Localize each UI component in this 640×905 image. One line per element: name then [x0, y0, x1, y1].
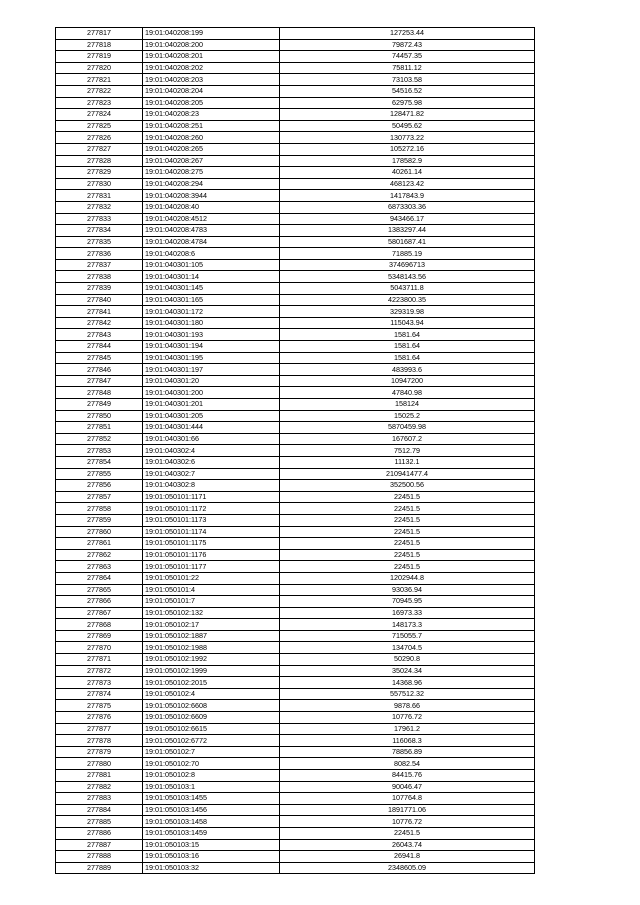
cadastral-number-cell: 19:01:040208:4512 — [143, 213, 280, 225]
value-cell: 70945.95 — [280, 596, 535, 608]
cadastral-number-cell: 19:01:040301:165 — [143, 294, 280, 306]
table-row — [56, 399, 535, 411]
row-number-cell: 277865 — [56, 584, 143, 596]
value-cell: 1891771.06 — [280, 804, 535, 816]
row-number-cell: 277875 — [56, 700, 143, 712]
table-row — [56, 712, 535, 724]
row-number-cell: 277828 — [56, 155, 143, 167]
row-number-cell: 277853 — [56, 445, 143, 457]
value-cell: 5801687.41 — [280, 236, 535, 248]
cadastral-number-cell: 19:01:040301:20 — [143, 375, 280, 387]
table-row — [56, 677, 535, 689]
row-number-cell: 277860 — [56, 526, 143, 538]
table-row — [56, 491, 535, 503]
cadastral-number-cell: 19:01:050102:132 — [143, 607, 280, 619]
row-number-cell: 277886 — [56, 827, 143, 839]
table-row — [56, 271, 535, 283]
table-row — [56, 735, 535, 747]
cadastral-number-cell: 19:01:040208:260 — [143, 132, 280, 144]
cadastral-number-cell: 19:01:050101:1174 — [143, 526, 280, 538]
table-row — [56, 167, 535, 179]
table-row — [56, 97, 535, 109]
value-cell: 1581.64 — [280, 352, 535, 364]
table-row — [56, 62, 535, 74]
table-row — [56, 225, 535, 237]
cadastral-number-cell: 19:01:040208:205 — [143, 97, 280, 109]
table-row — [56, 445, 535, 457]
value-cell: 127253.44 — [280, 28, 535, 40]
row-number-cell: 277881 — [56, 770, 143, 782]
value-cell: 4223800.35 — [280, 294, 535, 306]
cadastral-number-cell: 19:01:050102:6609 — [143, 712, 280, 724]
row-number-cell: 277840 — [56, 294, 143, 306]
cadastral-number-cell: 19:01:050103:15 — [143, 839, 280, 851]
table-row — [56, 143, 535, 155]
row-number-cell: 277884 — [56, 804, 143, 816]
cadastral-number-cell: 19:01:040301:197 — [143, 364, 280, 376]
row-number-cell: 277826 — [56, 132, 143, 144]
value-cell: 22451.5 — [280, 561, 535, 573]
cadastral-number-cell: 19:01:050102:6615 — [143, 723, 280, 735]
row-number-cell: 277841 — [56, 306, 143, 318]
table-row — [56, 723, 535, 735]
row-number-cell: 277867 — [56, 607, 143, 619]
table-row — [56, 642, 535, 654]
row-number-cell: 277848 — [56, 387, 143, 399]
row-number-cell: 277885 — [56, 816, 143, 828]
cadastral-number-cell: 19:01:040208:4783 — [143, 225, 280, 237]
row-number-cell: 277868 — [56, 619, 143, 631]
row-number-cell: 277821 — [56, 74, 143, 86]
row-number-cell: 277861 — [56, 538, 143, 550]
cadastral-number-cell: 19:01:050102:1887 — [143, 630, 280, 642]
table-row — [56, 851, 535, 863]
table-row — [56, 85, 535, 97]
cadastral-number-cell: 19:01:050101:1176 — [143, 549, 280, 561]
cadastral-number-cell: 19:01:050102:2015 — [143, 677, 280, 689]
value-cell: 22451.5 — [280, 549, 535, 561]
value-cell: 84415.76 — [280, 770, 535, 782]
cadastral-number-cell: 19:01:040208:6 — [143, 248, 280, 260]
value-cell: 483993.6 — [280, 364, 535, 376]
row-number-cell: 277818 — [56, 39, 143, 51]
cadastral-number-cell: 19:01:040301:201 — [143, 399, 280, 411]
value-cell: 9878.66 — [280, 700, 535, 712]
cadastral-number-cell: 19:01:040301:172 — [143, 306, 280, 318]
row-number-cell: 277829 — [56, 167, 143, 179]
row-number-cell: 277869 — [56, 630, 143, 642]
table-row — [56, 549, 535, 561]
value-cell: 374696713 — [280, 259, 535, 271]
value-cell: 1383297.44 — [280, 225, 535, 237]
cadastral-number-cell: 19:01:050103:1456 — [143, 804, 280, 816]
table-row — [56, 456, 535, 468]
table-row — [56, 630, 535, 642]
table-row — [56, 688, 535, 700]
table-row — [56, 178, 535, 190]
table-row — [56, 120, 535, 132]
table-row — [56, 51, 535, 63]
table-body — [56, 28, 535, 874]
value-cell: 557512.32 — [280, 688, 535, 700]
table-row — [56, 28, 535, 40]
value-cell: 167607.2 — [280, 433, 535, 445]
table-row — [56, 213, 535, 225]
table-row — [56, 526, 535, 538]
cadastral-number-cell: 19:01:050102:1999 — [143, 665, 280, 677]
table-row — [56, 74, 535, 86]
row-number-cell: 277851 — [56, 422, 143, 434]
cadastral-number-cell: 19:01:050103:1458 — [143, 816, 280, 828]
value-cell: 329319.98 — [280, 306, 535, 318]
value-cell: 8082.54 — [280, 758, 535, 770]
table-row — [56, 619, 535, 631]
value-cell: 22451.5 — [280, 827, 535, 839]
row-number-cell: 277832 — [56, 201, 143, 213]
table-row — [56, 422, 535, 434]
cadastral-number-cell: 19:01:040302:4 — [143, 445, 280, 457]
value-cell: 1202944.8 — [280, 572, 535, 584]
cadastral-number-cell: 19:01:050102:6772 — [143, 735, 280, 747]
table-row — [56, 804, 535, 816]
cadastral-number-cell: 19:01:050103:1459 — [143, 827, 280, 839]
cadastral-number-cell: 19:01:040208:201 — [143, 51, 280, 63]
value-cell: 62975.98 — [280, 97, 535, 109]
row-number-cell: 277838 — [56, 271, 143, 283]
table-row — [56, 538, 535, 550]
cadastral-number-cell: 19:01:040208:40 — [143, 201, 280, 213]
table-row — [56, 190, 535, 202]
table-row — [56, 607, 535, 619]
value-cell: 5043711.8 — [280, 283, 535, 295]
cadastral-number-cell: 19:01:040301:66 — [143, 433, 280, 445]
cadastral-number-cell: 19:01:050102:4 — [143, 688, 280, 700]
value-cell: 26941.8 — [280, 851, 535, 863]
row-number-cell: 277842 — [56, 317, 143, 329]
value-cell: 5348143.56 — [280, 271, 535, 283]
row-number-cell: 277874 — [56, 688, 143, 700]
table-row — [56, 816, 535, 828]
row-number-cell: 277830 — [56, 178, 143, 190]
table-row — [56, 514, 535, 526]
table-row — [56, 317, 535, 329]
value-cell: 10776.72 — [280, 816, 535, 828]
cadastral-number-cell: 19:01:040208:199 — [143, 28, 280, 40]
table-row — [56, 201, 535, 213]
value-cell: 943466.17 — [280, 213, 535, 225]
table-row — [56, 758, 535, 770]
table-row — [56, 294, 535, 306]
row-number-cell: 277844 — [56, 341, 143, 353]
table-row — [56, 341, 535, 353]
table-row — [56, 109, 535, 121]
cadastral-number-cell: 19:01:050102:1992 — [143, 654, 280, 666]
table-row — [56, 827, 535, 839]
row-number-cell: 277864 — [56, 572, 143, 584]
value-cell: 35024.34 — [280, 665, 535, 677]
table-row — [56, 665, 535, 677]
row-number-cell: 277859 — [56, 514, 143, 526]
row-number-cell: 277858 — [56, 503, 143, 515]
cadastral-number-cell: 19:01:050101:4 — [143, 584, 280, 596]
value-cell: 116068.3 — [280, 735, 535, 747]
cadastral-number-cell: 19:01:050101:22 — [143, 572, 280, 584]
row-number-cell: 277835 — [56, 236, 143, 248]
value-cell: 128471.82 — [280, 109, 535, 121]
row-number-cell: 277817 — [56, 28, 143, 40]
row-number-cell: 277843 — [56, 329, 143, 341]
cadastral-number-cell: 19:01:050101:7 — [143, 596, 280, 608]
cadastral-number-cell: 19:01:050101:1173 — [143, 514, 280, 526]
row-number-cell: 277887 — [56, 839, 143, 851]
value-cell: 15025.2 — [280, 410, 535, 422]
row-number-cell: 277847 — [56, 375, 143, 387]
value-cell: 468123.42 — [280, 178, 535, 190]
value-cell: 22451.5 — [280, 491, 535, 503]
row-number-cell: 277823 — [56, 97, 143, 109]
table-row — [56, 862, 535, 874]
table-row — [56, 236, 535, 248]
row-number-cell: 277825 — [56, 120, 143, 132]
value-cell: 22451.5 — [280, 503, 535, 515]
value-cell: 105272.16 — [280, 143, 535, 155]
row-number-cell: 277849 — [56, 399, 143, 411]
table-row — [56, 746, 535, 758]
value-cell: 210941477.4 — [280, 468, 535, 480]
row-number-cell: 277846 — [56, 364, 143, 376]
row-number-cell: 277837 — [56, 259, 143, 271]
table-row — [56, 561, 535, 573]
value-cell: 5870459.98 — [280, 422, 535, 434]
row-number-cell: 277855 — [56, 468, 143, 480]
value-cell: 115043.94 — [280, 317, 535, 329]
cadastral-number-cell: 19:01:040301:105 — [143, 259, 280, 271]
value-cell: 2348605.09 — [280, 862, 535, 874]
cadastral-number-cell: 19:01:040302:6 — [143, 456, 280, 468]
cadastral-number-cell: 19:01:050102:6608 — [143, 700, 280, 712]
row-number-cell: 277863 — [56, 561, 143, 573]
value-cell: 93036.94 — [280, 584, 535, 596]
row-number-cell: 277879 — [56, 746, 143, 758]
row-number-cell: 277882 — [56, 781, 143, 793]
row-number-cell: 277822 — [56, 85, 143, 97]
row-number-cell: 277834 — [56, 225, 143, 237]
row-number-cell: 277854 — [56, 456, 143, 468]
value-cell: 74457.35 — [280, 51, 535, 63]
data-table — [55, 27, 535, 874]
value-cell: 75811.12 — [280, 62, 535, 74]
table-row — [56, 584, 535, 596]
table-row — [56, 468, 535, 480]
value-cell: 134704.5 — [280, 642, 535, 654]
row-number-cell: 277888 — [56, 851, 143, 863]
row-number-cell: 277877 — [56, 723, 143, 735]
value-cell: 79872.43 — [280, 39, 535, 51]
value-cell: 148173.3 — [280, 619, 535, 631]
table-row — [56, 433, 535, 445]
table-row — [56, 596, 535, 608]
cadastral-number-cell: 19:01:040208:267 — [143, 155, 280, 167]
cadastral-number-cell: 19:01:050103:1 — [143, 781, 280, 793]
value-cell: 715055.7 — [280, 630, 535, 642]
cadastral-number-cell: 19:01:040208:294 — [143, 178, 280, 190]
table-row — [56, 329, 535, 341]
cadastral-number-cell: 19:01:040208:23 — [143, 109, 280, 121]
cadastral-number-cell: 19:01:040208:204 — [143, 85, 280, 97]
table-row — [56, 839, 535, 851]
cadastral-number-cell: 19:01:040301:444 — [143, 422, 280, 434]
cadastral-number-cell: 19:01:040301:145 — [143, 283, 280, 295]
value-cell: 14368.96 — [280, 677, 535, 689]
row-number-cell: 277827 — [56, 143, 143, 155]
cadastral-number-cell: 19:01:040208:202 — [143, 62, 280, 74]
value-cell: 1417843.9 — [280, 190, 535, 202]
row-number-cell: 277824 — [56, 109, 143, 121]
row-number-cell: 277889 — [56, 862, 143, 874]
cadastral-number-cell: 19:01:040208:200 — [143, 39, 280, 51]
row-number-cell: 277852 — [56, 433, 143, 445]
value-cell: 352500.56 — [280, 480, 535, 492]
row-number-cell: 277857 — [56, 491, 143, 503]
cadastral-number-cell: 19:01:040302:7 — [143, 468, 280, 480]
cadastral-number-cell: 19:01:050101:1175 — [143, 538, 280, 550]
value-cell: 22451.5 — [280, 538, 535, 550]
table-row — [56, 793, 535, 805]
table-row — [56, 155, 535, 167]
cadastral-number-cell: 19:01:040301:205 — [143, 410, 280, 422]
row-number-cell: 277833 — [56, 213, 143, 225]
table-row — [56, 352, 535, 364]
row-number-cell: 277872 — [56, 665, 143, 677]
row-number-cell: 277845 — [56, 352, 143, 364]
value-cell: 7512.79 — [280, 445, 535, 457]
row-number-cell: 277880 — [56, 758, 143, 770]
table-row — [56, 770, 535, 782]
cadastral-number-cell: 19:01:050101:1172 — [143, 503, 280, 515]
table-row — [56, 283, 535, 295]
value-cell: 71885.19 — [280, 248, 535, 260]
table-row — [56, 654, 535, 666]
cadastral-number-cell: 19:01:050103:32 — [143, 862, 280, 874]
value-cell: 22451.5 — [280, 514, 535, 526]
value-cell: 158124 — [280, 399, 535, 411]
value-cell: 178582.9 — [280, 155, 535, 167]
value-cell: 54516.52 — [280, 85, 535, 97]
cadastral-number-cell: 19:01:050103:16 — [143, 851, 280, 863]
table-row — [56, 781, 535, 793]
table-row — [56, 410, 535, 422]
cadastral-number-cell: 19:01:040208:203 — [143, 74, 280, 86]
value-cell: 6873303.36 — [280, 201, 535, 213]
value-cell: 10947200 — [280, 375, 535, 387]
table-row — [56, 700, 535, 712]
cadastral-number-cell: 19:01:050101:1177 — [143, 561, 280, 573]
value-cell: 107764.8 — [280, 793, 535, 805]
value-cell: 78856.89 — [280, 746, 535, 758]
value-cell: 1581.64 — [280, 329, 535, 341]
cadastral-number-cell: 19:01:050101:1171 — [143, 491, 280, 503]
cadastral-number-cell: 19:01:050102:7 — [143, 746, 280, 758]
value-cell: 17961.2 — [280, 723, 535, 735]
cadastral-number-cell: 19:01:040301:14 — [143, 271, 280, 283]
table-row — [56, 503, 535, 515]
cadastral-number-cell: 19:01:050102:17 — [143, 619, 280, 631]
table-row — [56, 364, 535, 376]
table-row — [56, 248, 535, 260]
value-cell: 26043.74 — [280, 839, 535, 851]
cadastral-number-cell: 19:01:040302:8 — [143, 480, 280, 492]
row-number-cell: 277866 — [56, 596, 143, 608]
cadastral-number-cell: 19:01:040208:275 — [143, 167, 280, 179]
row-number-cell: 277836 — [56, 248, 143, 260]
cadastral-number-cell: 19:01:050103:1455 — [143, 793, 280, 805]
cadastral-number-cell: 19:01:040301:194 — [143, 341, 280, 353]
row-number-cell: 277831 — [56, 190, 143, 202]
cadastral-number-cell: 19:01:050102:1988 — [143, 642, 280, 654]
value-cell: 50290.8 — [280, 654, 535, 666]
row-number-cell: 277856 — [56, 480, 143, 492]
row-number-cell: 277873 — [56, 677, 143, 689]
cadastral-number-cell: 19:01:040301:193 — [143, 329, 280, 341]
cadastral-number-cell: 19:01:050102:70 — [143, 758, 280, 770]
table-row — [56, 375, 535, 387]
value-cell: 40261.14 — [280, 167, 535, 179]
row-number-cell: 277839 — [56, 283, 143, 295]
value-cell: 47840.98 — [280, 387, 535, 399]
table-row — [56, 480, 535, 492]
table-row — [56, 132, 535, 144]
row-number-cell: 277883 — [56, 793, 143, 805]
cadastral-number-cell: 19:01:040208:265 — [143, 143, 280, 155]
cadastral-number-cell: 19:01:040208:3944 — [143, 190, 280, 202]
cadastral-number-cell: 19:01:040301:200 — [143, 387, 280, 399]
value-cell: 130773.22 — [280, 132, 535, 144]
table-row — [56, 39, 535, 51]
row-number-cell: 277876 — [56, 712, 143, 724]
row-number-cell: 277850 — [56, 410, 143, 422]
value-cell: 22451.5 — [280, 526, 535, 538]
value-cell: 1581.64 — [280, 341, 535, 353]
value-cell: 50495.62 — [280, 120, 535, 132]
value-cell: 10776.72 — [280, 712, 535, 724]
row-number-cell: 277870 — [56, 642, 143, 654]
cadastral-number-cell: 19:01:040208:251 — [143, 120, 280, 132]
table-row — [56, 387, 535, 399]
value-cell: 90046.47 — [280, 781, 535, 793]
row-number-cell: 277878 — [56, 735, 143, 747]
row-number-cell: 277862 — [56, 549, 143, 561]
row-number-cell: 277871 — [56, 654, 143, 666]
cadastral-number-cell: 19:01:040301:195 — [143, 352, 280, 364]
row-number-cell: 277819 — [56, 51, 143, 63]
cadastral-number-cell: 19:01:040301:180 — [143, 317, 280, 329]
table-row — [56, 306, 535, 318]
table-row — [56, 259, 535, 271]
cadastral-number-cell: 19:01:040208:4784 — [143, 236, 280, 248]
value-cell: 16973.33 — [280, 607, 535, 619]
value-cell: 73103.58 — [280, 74, 535, 86]
table-row — [56, 572, 535, 584]
row-number-cell: 277820 — [56, 62, 143, 74]
cadastral-number-cell: 19:01:050102:8 — [143, 770, 280, 782]
value-cell: 11132.1 — [280, 456, 535, 468]
